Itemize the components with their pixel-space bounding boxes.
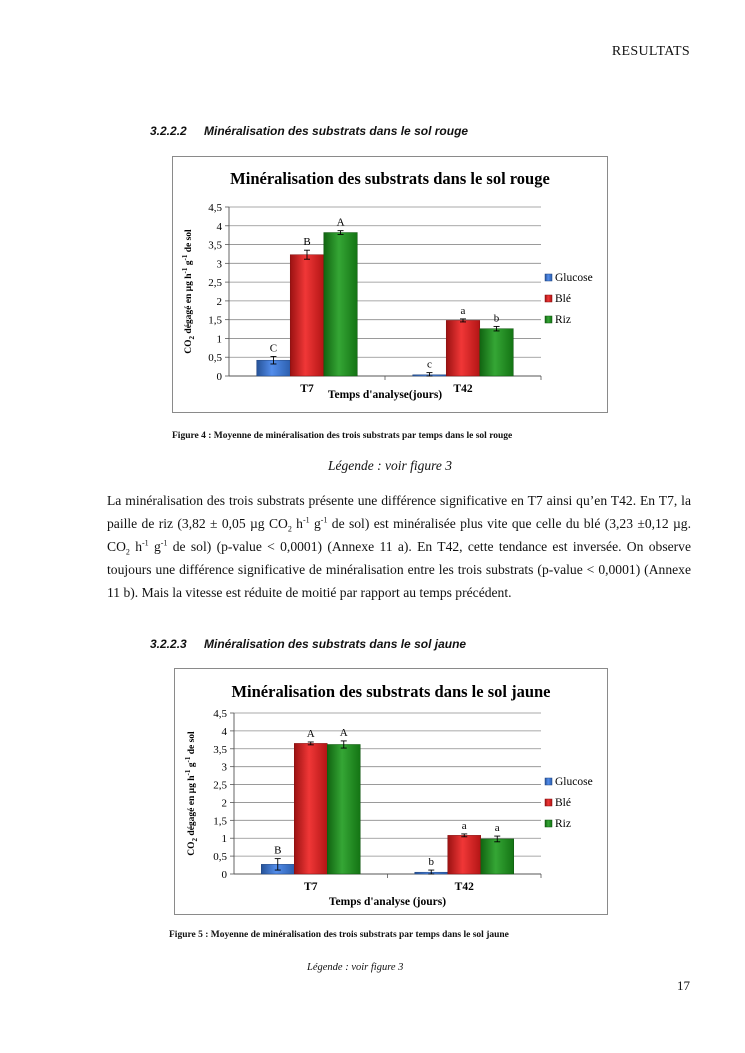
y-tick-label: 1,5 [208, 314, 222, 327]
running-header: RESULTATS [611, 44, 690, 59]
y-tick-label: 2 [216, 295, 222, 308]
chart-sol-jaune-svg [175, 669, 607, 914]
significance-label: B [274, 844, 282, 857]
y-tick-label: 4,5 [208, 202, 222, 214]
significance-label: a [460, 304, 466, 317]
y-tick-label: 3,5 [213, 743, 227, 756]
y-tick-label: 4 [221, 725, 227, 738]
legend-label-blé: Blé [555, 293, 571, 305]
chart-sol-jaune [174, 668, 608, 915]
significance-label: a [494, 822, 500, 835]
legend-label-glucose: Glucose [555, 272, 593, 284]
section-title: Minéralisation des substrats dans le sol jaune [204, 637, 467, 651]
y-tick-label: 0 [221, 869, 227, 881]
x-tick-label: T7 [300, 383, 314, 395]
x-tick-label: T42 [453, 383, 473, 395]
y-tick-label: 3 [216, 258, 222, 271]
results-paragraph: La minéralisation des trois substrats présente une différence significative en T7 ainsi qu’en T42. En T7, la paille de riz (3,82 ± 0,05 µg $CO_2$ $h^{-1}$ $g^{-1}$ de sol) est minéralisée plus vite que celle du blé (3,23 ±0,12 µg. $CO_2$ $h^{-1}$ $g^{-1}$ de sol) (p-value < 0,0001) (Annexe 11 a). En T42, cette tendance est inversée. On observe toujours une différence significative de minéralisation entre les trois substrats (p-value < 0,0001) (Annexe 11 b). Mais la vitesse est réduite de moitié par rapport au temps précédent. [107, 493, 692, 600]
y-tick-label: 3 [221, 761, 227, 774]
bar-blé-t42 [448, 835, 481, 874]
legend-swatch-riz [545, 316, 552, 323]
legend-swatch-blé [545, 295, 552, 302]
bar-riz-t7 [324, 233, 358, 376]
figure-4-caption: Figure 4 : Moyenne de minéralisation des trois substrats par temps dans le sol rouge [172, 431, 513, 441]
figure-5-legend-note: Légende : voir figure 3 [307, 962, 404, 973]
page-number: 17 [677, 978, 690, 993]
section-heading-sol-jaune [150, 637, 466, 651]
legend-label-riz: Riz [555, 314, 571, 326]
section-heading-sol-rouge [150, 124, 468, 138]
legend-swatch-glucose [545, 778, 552, 785]
legend-label-blé: Blé [555, 797, 571, 809]
section-number: 3.2.2.2 [150, 124, 187, 138]
significance-label: B [303, 236, 311, 249]
x-tick-label: T7 [304, 881, 318, 893]
figure-5-caption: Figure 5 : Moyenne de minéralisation des trois substrats par temps dans le sol jaune [169, 930, 509, 940]
bar-blé-t7 [294, 743, 327, 874]
significance-label: C [269, 342, 278, 355]
y-tick-label: 0 [216, 371, 222, 383]
x-tick-label: T42 [454, 881, 474, 893]
bar-riz-t42 [481, 839, 514, 874]
y-tick-label: 3,5 [208, 239, 222, 252]
significance-label: b [493, 312, 500, 325]
y-tick-label: 1 [221, 833, 227, 846]
y-tick-label: 4 [216, 220, 222, 233]
x-axis-label: Temps d'analyse (jours) [328, 896, 447, 908]
legend-label-riz: Riz [555, 818, 571, 830]
bar-riz-t42 [480, 329, 514, 376]
significance-label: A [306, 727, 315, 740]
chart-title: Minéralisation des substrats dans le sol jaune [231, 682, 551, 701]
y-tick-label: 0,5 [208, 352, 222, 365]
x-axis-label: Temps d'analyse(jours) [327, 389, 443, 401]
bar-riz-t7 [327, 744, 360, 874]
significance-label: a [461, 819, 467, 832]
y-tick-label: 2,5 [208, 277, 222, 290]
bar-blé-t7 [290, 255, 324, 376]
chart-sol-rouge [172, 156, 608, 413]
significance-label: A [336, 216, 345, 229]
legend-swatch-glucose [545, 274, 552, 281]
section-number: 3.2.2.3 [150, 637, 187, 651]
y-tick-label: 1 [216, 333, 222, 346]
y-tick-label: 2 [221, 797, 227, 810]
y-tick-label: 2,5 [213, 779, 227, 792]
significance-label: c [427, 358, 432, 371]
figure-4-legend-note: Légende : voir figure 3 [328, 458, 452, 473]
y-tick-label: 4,5 [213, 708, 227, 720]
y-axis-label: $CO_2$ dégagé en µg $h^{-1}$ $g^{-1}$ de sol [181, 229, 196, 354]
legend-swatch-riz [545, 820, 552, 827]
significance-label: b [428, 856, 434, 869]
chart-sol-rouge-svg [173, 157, 607, 412]
y-tick-label: 0,5 [213, 851, 227, 864]
legend-label-glucose: Glucose [555, 776, 593, 788]
significance-label: A [339, 726, 348, 739]
y-tick-label: 1,5 [213, 815, 227, 828]
legend-swatch-blé [545, 799, 552, 806]
bar-blé-t42 [446, 320, 480, 376]
chart-title: Minéralisation des substrats dans le sol rouge [230, 169, 550, 188]
y-axis-label: $CO_2$ dégagé en µg $h^{-1}$ $g^{-1}$ de sol [184, 731, 199, 856]
section-title: Minéralisation des substrats dans le sol rouge [204, 124, 469, 138]
